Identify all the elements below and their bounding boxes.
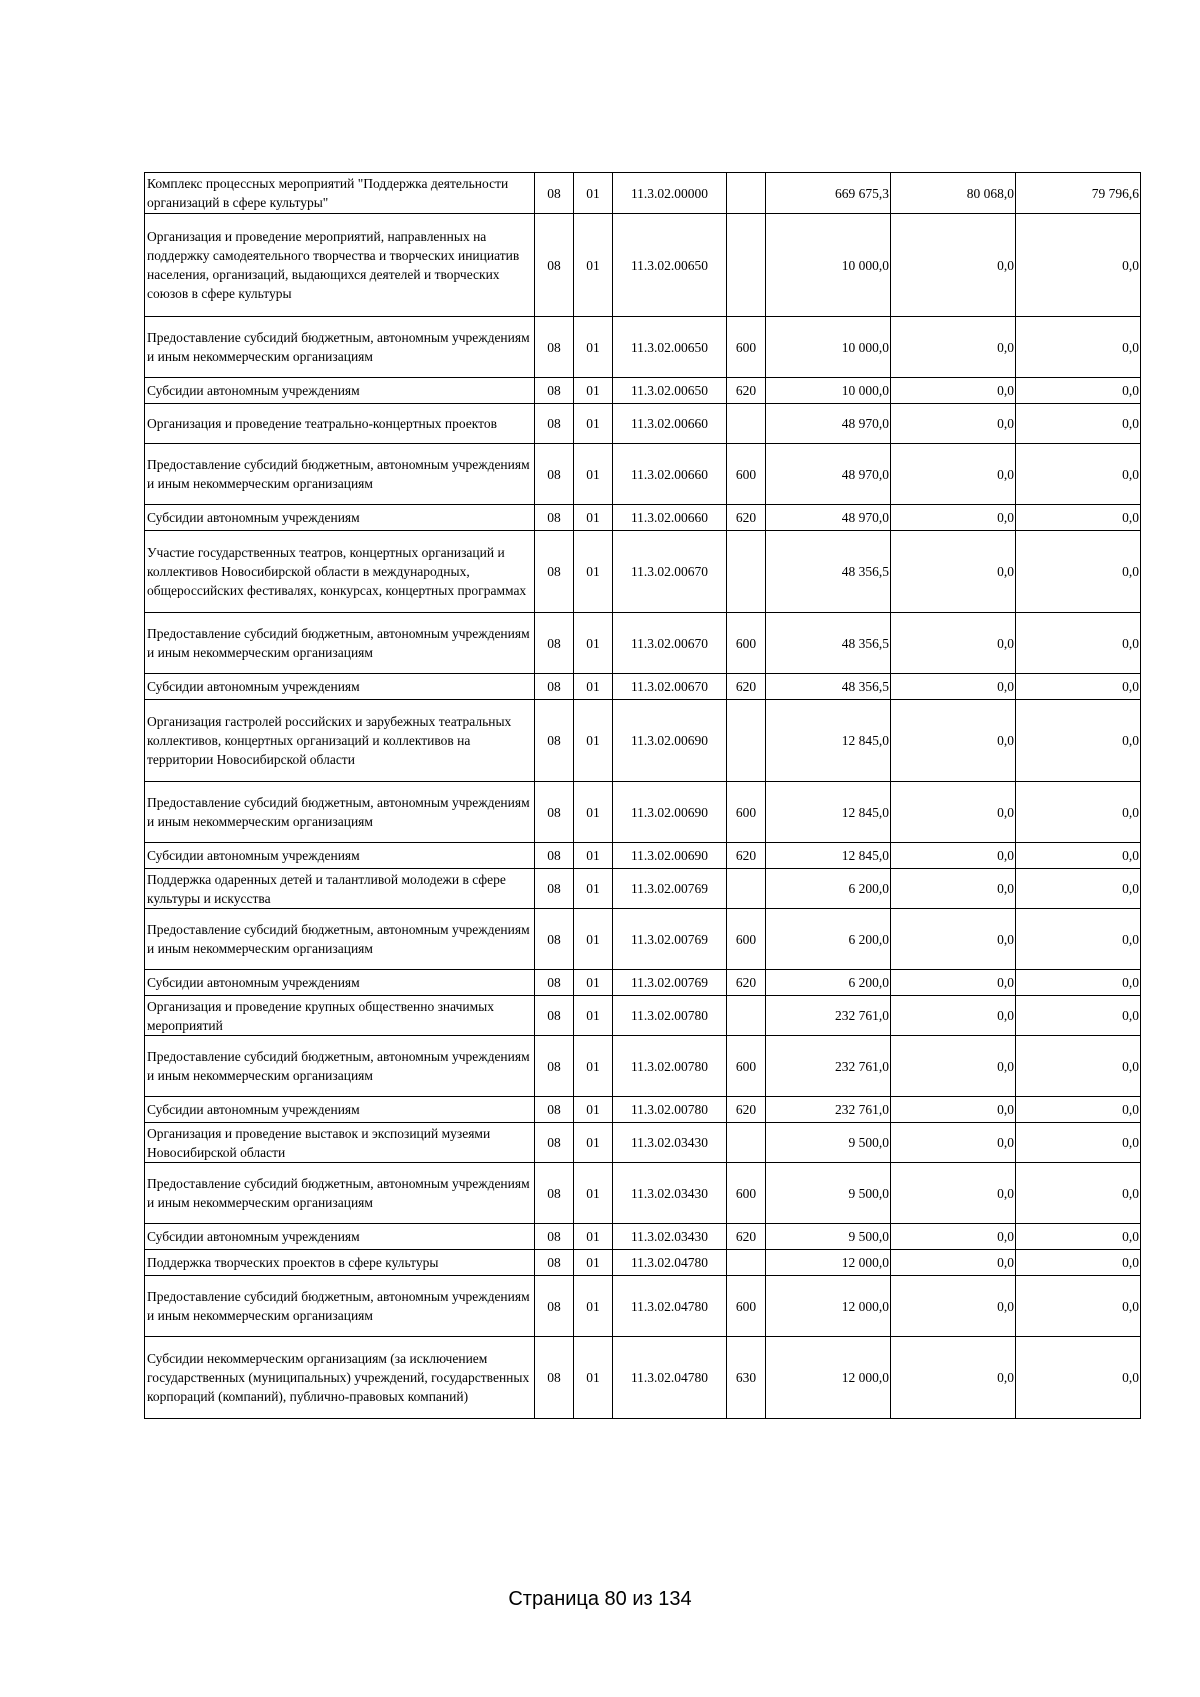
row-name-cell: Организация и проведение театрально-концертных проектов [145, 404, 535, 444]
amount-year3-cell: 0,0 [1016, 1123, 1141, 1163]
table-row [145, 1163, 1141, 1224]
target-article-cell: 11.3.02.00000 [613, 173, 727, 214]
amount-year2-cell: 0,0 [891, 1250, 1016, 1276]
row-name-cell: Субсидии автономным учреждениям [145, 970, 535, 996]
amount-year1-cell: 232 761,0 [766, 1097, 891, 1123]
subsection-code-cell: 01 [574, 214, 613, 317]
section-code-cell: 08 [535, 505, 574, 531]
expense-type-cell: 600 [727, 1036, 766, 1097]
table-row [145, 505, 1141, 531]
target-article-cell: 11.3.02.00650 [613, 317, 727, 378]
amount-year2-cell: 0,0 [891, 1123, 1016, 1163]
amount-year1-cell: 669 675,3 [766, 173, 891, 214]
section-code-cell: 08 [535, 613, 574, 674]
row-name-cell: Предоставление субсидий бюджетным, автономным учреждениям и иным некоммерческим организациям [145, 444, 535, 505]
subsection-code-cell: 01 [574, 1163, 613, 1224]
amount-year1-cell: 12 000,0 [766, 1250, 891, 1276]
expense-type-cell: 600 [727, 613, 766, 674]
section-code-cell: 08 [535, 782, 574, 843]
amount-year2-cell: 0,0 [891, 1276, 1016, 1337]
target-article-cell: 11.3.02.03430 [613, 1163, 727, 1224]
table-body [145, 173, 1141, 1419]
row-name-cell: Субсидии некоммерческим организациям (за исключением государственных (муниципальных) учреждений, государственных корпораций (компаний), публично-правовых компаний) [145, 1337, 535, 1419]
expense-type-cell: 600 [727, 317, 766, 378]
row-name-cell: Организация и проведение крупных общественно значимых мероприятий [145, 996, 535, 1036]
amount-year3-cell: 0,0 [1016, 909, 1141, 970]
target-article-cell: 11.3.02.03430 [613, 1123, 727, 1163]
amount-year2-cell: 0,0 [891, 444, 1016, 505]
section-code-cell: 08 [535, 1250, 574, 1276]
target-article-cell: 11.3.02.00670 [613, 613, 727, 674]
amount-year3-cell: 0,0 [1016, 378, 1141, 404]
amount-year2-cell: 80 068,0 [891, 173, 1016, 214]
amount-year3-cell: 0,0 [1016, 1250, 1141, 1276]
subsection-code-cell: 01 [574, 613, 613, 674]
table-row [145, 909, 1141, 970]
amount-year2-cell: 0,0 [891, 1036, 1016, 1097]
row-name-cell: Комплекс процессных мероприятий "Поддержка деятельности организаций в сфере культуры" [145, 173, 535, 214]
target-article-cell: 11.3.02.00670 [613, 531, 727, 613]
amount-year2-cell: 0,0 [891, 531, 1016, 613]
table-row [145, 444, 1141, 505]
table-row [145, 1036, 1141, 1097]
subsection-code-cell: 01 [574, 909, 613, 970]
expense-type-cell [727, 1123, 766, 1163]
amount-year2-cell: 0,0 [891, 970, 1016, 996]
amount-year2-cell: 0,0 [891, 843, 1016, 869]
section-code-cell: 08 [535, 444, 574, 505]
target-article-cell: 11.3.02.00670 [613, 674, 727, 700]
table-row [145, 214, 1141, 317]
amount-year1-cell: 232 761,0 [766, 996, 891, 1036]
section-code-cell: 08 [535, 1163, 574, 1224]
expense-type-cell [727, 996, 766, 1036]
page-number: Страница 80 из 134 [508, 1588, 692, 1610]
target-article-cell: 11.3.02.04780 [613, 1250, 727, 1276]
expense-type-cell: 620 [727, 1224, 766, 1250]
amount-year3-cell: 0,0 [1016, 1337, 1141, 1419]
amount-year3-cell: 0,0 [1016, 996, 1141, 1036]
row-name-cell: Субсидии автономным учреждениям [145, 843, 535, 869]
section-code-cell: 08 [535, 317, 574, 378]
target-article-cell: 11.3.02.00690 [613, 782, 727, 843]
amount-year1-cell: 10 000,0 [766, 214, 891, 317]
row-name-cell: Предоставление субсидий бюджетным, автономным учреждениям и иным некоммерческим организациям [145, 317, 535, 378]
amount-year1-cell: 10 000,0 [766, 317, 891, 378]
expense-type-cell: 620 [727, 970, 766, 996]
row-name-cell: Поддержка одаренных детей и талантливой молодежи в сфере культуры и искусства [145, 869, 535, 909]
row-name-cell: Предоставление субсидий бюджетным, автономным учреждениям и иным некоммерческим организациям [145, 1036, 535, 1097]
table-row [145, 531, 1141, 613]
amount-year1-cell: 6 200,0 [766, 869, 891, 909]
amount-year3-cell: 0,0 [1016, 404, 1141, 444]
amount-year1-cell: 48 970,0 [766, 404, 891, 444]
amount-year3-cell: 0,0 [1016, 674, 1141, 700]
row-name-cell: Предоставление субсидий бюджетным, автономным учреждениям и иным некоммерческим организациям [145, 1163, 535, 1224]
row-name-cell: Субсидии автономным учреждениям [145, 378, 535, 404]
amount-year1-cell: 48 970,0 [766, 444, 891, 505]
target-article-cell: 11.3.02.00660 [613, 444, 727, 505]
subsection-code-cell: 01 [574, 1123, 613, 1163]
expense-type-cell: 600 [727, 1276, 766, 1337]
table-row [145, 1276, 1141, 1337]
table-row [145, 404, 1141, 444]
expense-type-cell: 600 [727, 1163, 766, 1224]
row-name-cell: Поддержка творческих проектов в сфере культуры [145, 1250, 535, 1276]
section-code-cell: 08 [535, 1036, 574, 1097]
row-name-cell: Организация и проведение мероприятий, направленных на поддержку самодеятельного творчества и творческих инициатив населения, организаций, выдающихся деятелей и творческих союзов в сфере культуры [145, 214, 535, 317]
subsection-code-cell: 01 [574, 404, 613, 444]
subsection-code-cell: 01 [574, 531, 613, 613]
expense-type-cell [727, 531, 766, 613]
amount-year2-cell: 0,0 [891, 505, 1016, 531]
expense-type-cell: 600 [727, 444, 766, 505]
section-code-cell: 08 [535, 531, 574, 613]
amount-year1-cell: 48 356,5 [766, 613, 891, 674]
amount-year3-cell: 0,0 [1016, 782, 1141, 843]
target-article-cell: 11.3.02.00780 [613, 1097, 727, 1123]
amount-year1-cell: 48 356,5 [766, 674, 891, 700]
expense-type-cell [727, 404, 766, 444]
section-code-cell: 08 [535, 214, 574, 317]
section-code-cell: 08 [535, 378, 574, 404]
amount-year1-cell: 9 500,0 [766, 1163, 891, 1224]
row-name-cell: Предоставление субсидий бюджетным, автономным учреждениям и иным некоммерческим организациям [145, 1276, 535, 1337]
amount-year3-cell: 0,0 [1016, 317, 1141, 378]
section-code-cell: 08 [535, 674, 574, 700]
expense-type-cell: 600 [727, 782, 766, 843]
target-article-cell: 11.3.02.00769 [613, 970, 727, 996]
target-article-cell: 11.3.02.00660 [613, 505, 727, 531]
target-article-cell: 11.3.02.03430 [613, 1224, 727, 1250]
amount-year1-cell: 232 761,0 [766, 1036, 891, 1097]
subsection-code-cell: 01 [574, 1224, 613, 1250]
amount-year1-cell: 6 200,0 [766, 909, 891, 970]
expense-type-cell [727, 700, 766, 782]
table-row [145, 1337, 1141, 1419]
table-row [145, 782, 1141, 843]
subsection-code-cell: 01 [574, 674, 613, 700]
amount-year1-cell: 12 000,0 [766, 1337, 891, 1419]
amount-year3-cell: 79 796,6 [1016, 173, 1141, 214]
section-code-cell: 08 [535, 1337, 574, 1419]
row-name-cell: Субсидии автономным учреждениям [145, 674, 535, 700]
table-row [145, 996, 1141, 1036]
section-code-cell: 08 [535, 1224, 574, 1250]
amount-year3-cell: 0,0 [1016, 1036, 1141, 1097]
row-name-cell: Организация и проведение выставок и экспозиций музеями Новосибирской области [145, 1123, 535, 1163]
amount-year2-cell: 0,0 [891, 214, 1016, 317]
section-code-cell: 08 [535, 970, 574, 996]
table-row [145, 173, 1141, 214]
table-row [145, 843, 1141, 869]
section-code-cell: 08 [535, 909, 574, 970]
amount-year3-cell: 0,0 [1016, 700, 1141, 782]
expense-type-cell: 600 [727, 909, 766, 970]
subsection-code-cell: 01 [574, 1097, 613, 1123]
amount-year2-cell: 0,0 [891, 1337, 1016, 1419]
subsection-code-cell: 01 [574, 869, 613, 909]
expense-type-cell: 620 [727, 1097, 766, 1123]
target-article-cell: 11.3.02.04780 [613, 1276, 727, 1337]
expense-type-cell: 620 [727, 843, 766, 869]
amount-year1-cell: 12 845,0 [766, 700, 891, 782]
amount-year2-cell: 0,0 [891, 782, 1016, 843]
amount-year1-cell: 12 000,0 [766, 1276, 891, 1337]
amount-year2-cell: 0,0 [891, 674, 1016, 700]
subsection-code-cell: 01 [574, 1337, 613, 1419]
table-row [145, 1097, 1141, 1123]
amount-year2-cell: 0,0 [891, 1097, 1016, 1123]
amount-year2-cell: 0,0 [891, 700, 1016, 782]
target-article-cell: 11.3.02.00769 [613, 909, 727, 970]
subsection-code-cell: 01 [574, 173, 613, 214]
row-name-cell: Участие государственных театров, концертных организаций и коллективов Новосибирской области в международных, общероссийских фестивалях, конкурсах, концертных программах [145, 531, 535, 613]
section-code-cell: 08 [535, 700, 574, 782]
table-row [145, 1123, 1141, 1163]
budget-table [144, 172, 1141, 1419]
amount-year3-cell: 0,0 [1016, 1163, 1141, 1224]
section-code-cell: 08 [535, 843, 574, 869]
expense-type-cell: 620 [727, 674, 766, 700]
section-code-cell: 08 [535, 1097, 574, 1123]
subsection-code-cell: 01 [574, 378, 613, 404]
subsection-code-cell: 01 [574, 1036, 613, 1097]
target-article-cell: 11.3.02.00650 [613, 378, 727, 404]
amount-year1-cell: 12 845,0 [766, 782, 891, 843]
target-article-cell: 11.3.02.00650 [613, 214, 727, 317]
subsection-code-cell: 01 [574, 970, 613, 996]
amount-year3-cell: 0,0 [1016, 869, 1141, 909]
amount-year1-cell: 12 845,0 [766, 843, 891, 869]
table-row [145, 378, 1141, 404]
amount-year3-cell: 0,0 [1016, 505, 1141, 531]
section-code-cell: 08 [535, 1276, 574, 1337]
target-article-cell: 11.3.02.00690 [613, 700, 727, 782]
amount-year2-cell: 0,0 [891, 909, 1016, 970]
amount-year2-cell: 0,0 [891, 996, 1016, 1036]
target-article-cell: 11.3.02.00660 [613, 404, 727, 444]
amount-year3-cell: 0,0 [1016, 531, 1141, 613]
amount-year1-cell: 10 000,0 [766, 378, 891, 404]
amount-year3-cell: 0,0 [1016, 843, 1141, 869]
subsection-code-cell: 01 [574, 1276, 613, 1337]
target-article-cell: 11.3.02.00769 [613, 869, 727, 909]
table-row [145, 317, 1141, 378]
subsection-code-cell: 01 [574, 1250, 613, 1276]
table-row [145, 970, 1141, 996]
amount-year2-cell: 0,0 [891, 613, 1016, 674]
amount-year3-cell: 0,0 [1016, 1097, 1141, 1123]
expense-type-cell: 620 [727, 378, 766, 404]
table-row [145, 1250, 1141, 1276]
row-name-cell: Субсидии автономным учреждениям [145, 505, 535, 531]
row-name-cell: Предоставление субсидий бюджетным, автономным учреждениям и иным некоммерческим организациям [145, 909, 535, 970]
table-row [145, 700, 1141, 782]
amount-year1-cell: 9 500,0 [766, 1123, 891, 1163]
section-code-cell: 08 [535, 996, 574, 1036]
row-name-cell: Предоставление субсидий бюджетным, автономным учреждениям и иным некоммерческим организациям [145, 782, 535, 843]
expense-type-cell: 630 [727, 1337, 766, 1419]
expense-type-cell: 620 [727, 505, 766, 531]
amount-year3-cell: 0,0 [1016, 970, 1141, 996]
section-code-cell: 08 [535, 869, 574, 909]
amount-year1-cell: 6 200,0 [766, 970, 891, 996]
subsection-code-cell: 01 [574, 444, 613, 505]
section-code-cell: 08 [535, 1123, 574, 1163]
target-article-cell: 11.3.02.04780 [613, 1337, 727, 1419]
target-article-cell: 11.3.02.00690 [613, 843, 727, 869]
subsection-code-cell: 01 [574, 700, 613, 782]
subsection-code-cell: 01 [574, 317, 613, 378]
amount-year2-cell: 0,0 [891, 1163, 1016, 1224]
table-row [145, 674, 1141, 700]
target-article-cell: 11.3.02.00780 [613, 1036, 727, 1097]
amount-year3-cell: 0,0 [1016, 444, 1141, 505]
amount-year2-cell: 0,0 [891, 869, 1016, 909]
subsection-code-cell: 01 [574, 996, 613, 1036]
section-code-cell: 08 [535, 404, 574, 444]
table-row [145, 1224, 1141, 1250]
table-row [145, 869, 1141, 909]
amount-year3-cell: 0,0 [1016, 214, 1141, 317]
amount-year3-cell: 0,0 [1016, 1276, 1141, 1337]
subsection-code-cell: 01 [574, 843, 613, 869]
subsection-code-cell: 01 [574, 782, 613, 843]
row-name-cell: Субсидии автономным учреждениям [145, 1224, 535, 1250]
amount-year2-cell: 0,0 [891, 378, 1016, 404]
expense-type-cell [727, 214, 766, 317]
amount-year3-cell: 0,0 [1016, 613, 1141, 674]
amount-year3-cell: 0,0 [1016, 1224, 1141, 1250]
amount-year2-cell: 0,0 [891, 317, 1016, 378]
amount-year2-cell: 0,0 [891, 1224, 1016, 1250]
expense-type-cell [727, 1250, 766, 1276]
amount-year1-cell: 48 356,5 [766, 531, 891, 613]
row-name-cell: Субсидии автономным учреждениям [145, 1097, 535, 1123]
amount-year1-cell: 9 500,0 [766, 1224, 891, 1250]
row-name-cell: Организация гастролей российских и зарубежных театральных коллективов, концертных организаций и коллективов на территории Новосибирской области [145, 700, 535, 782]
table-row [145, 613, 1141, 674]
row-name-cell: Предоставление субсидий бюджетным, автономным учреждениям и иным некоммерческим организациям [145, 613, 535, 674]
amount-year1-cell: 48 970,0 [766, 505, 891, 531]
expense-type-cell [727, 173, 766, 214]
target-article-cell: 11.3.02.00780 [613, 996, 727, 1036]
subsection-code-cell: 01 [574, 505, 613, 531]
expense-type-cell [727, 869, 766, 909]
section-code-cell: 08 [535, 173, 574, 214]
amount-year2-cell: 0,0 [891, 404, 1016, 444]
